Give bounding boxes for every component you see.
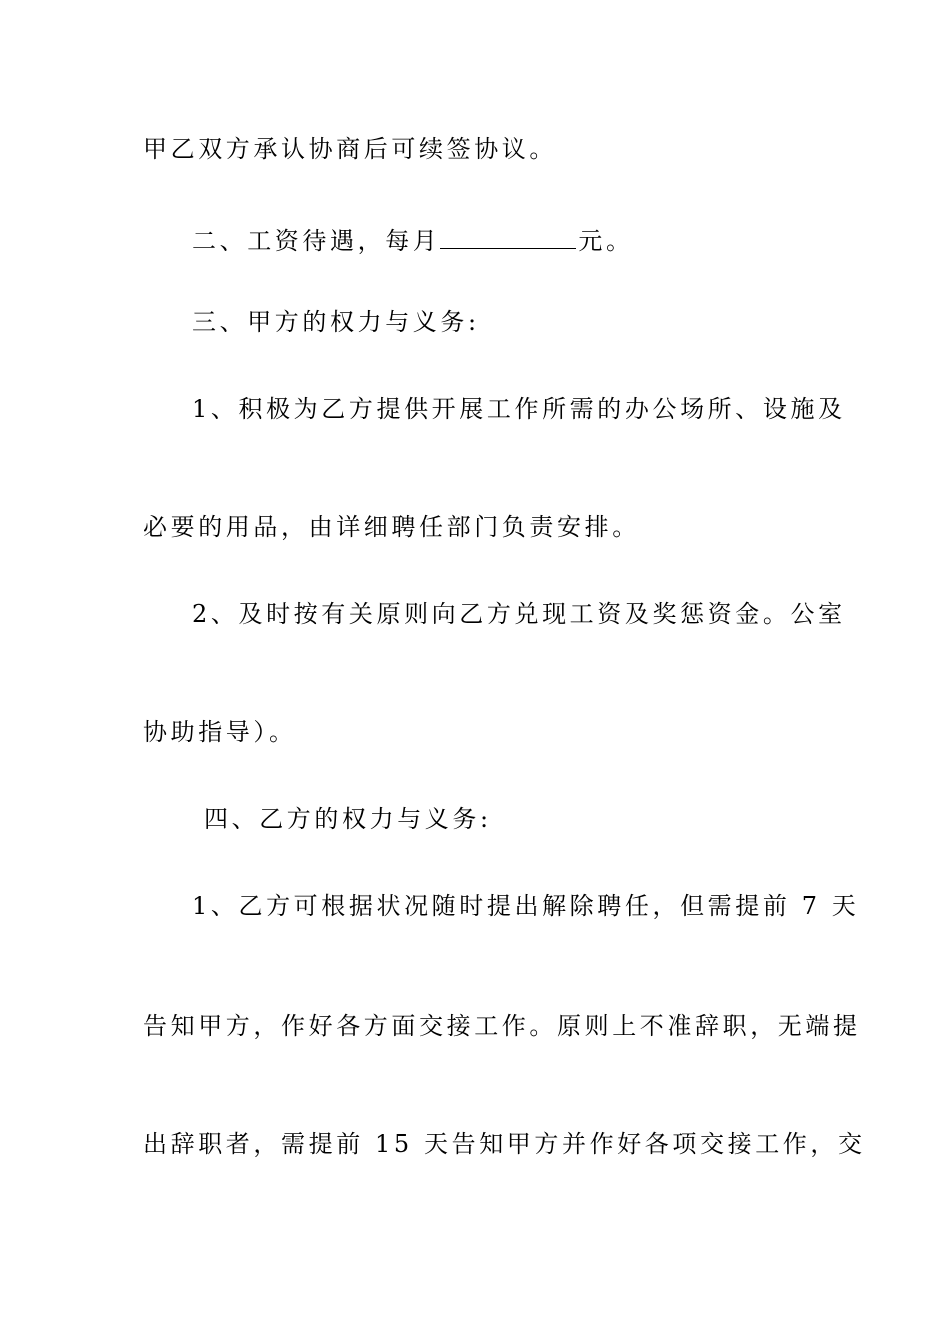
paragraph-b-item1-line1: 1、乙方可根据状况随时提出解除聘任，但需提前 7 天 — [192, 892, 860, 920]
paragraph-a-item1-line2: 必要的用品，由详细聘任部门负责安排。 — [143, 513, 640, 541]
heading-party-a-rights: 三、甲方的权力与义务: — [192, 308, 480, 336]
paragraph-a-item1-line1: 1、积极为乙方提供开展工作所需的办公场所、设施及 — [192, 395, 846, 423]
salary-amount-blank[interactable] — [440, 222, 576, 249]
salary-unit: 元。 — [578, 227, 634, 255]
paragraph-a-item2-line2: 协助指导）。 — [143, 718, 297, 746]
paragraph-salary — [192, 222, 862, 257]
heading-party-b-rights: 四、乙方的权力与义务: — [204, 805, 492, 833]
paragraph-a-item2-line1: 2、及时按有关原则向乙方兑现工资及奖惩资金。公室 — [192, 600, 846, 628]
salary-label: 二、工资待遇，每月 — [192, 227, 441, 255]
paragraph-b-item1-line3: 出辞职者，需提前 15 天告知甲方并作好各项交接工作，交 — [143, 1130, 866, 1158]
paragraph-renewal: 甲乙双方承认协商后可续签协议。 — [143, 135, 557, 163]
paragraph-b-item1-line2: 告知甲方，作好各方面交接工作。原则上不准辞职，无端提 — [143, 1012, 861, 1040]
